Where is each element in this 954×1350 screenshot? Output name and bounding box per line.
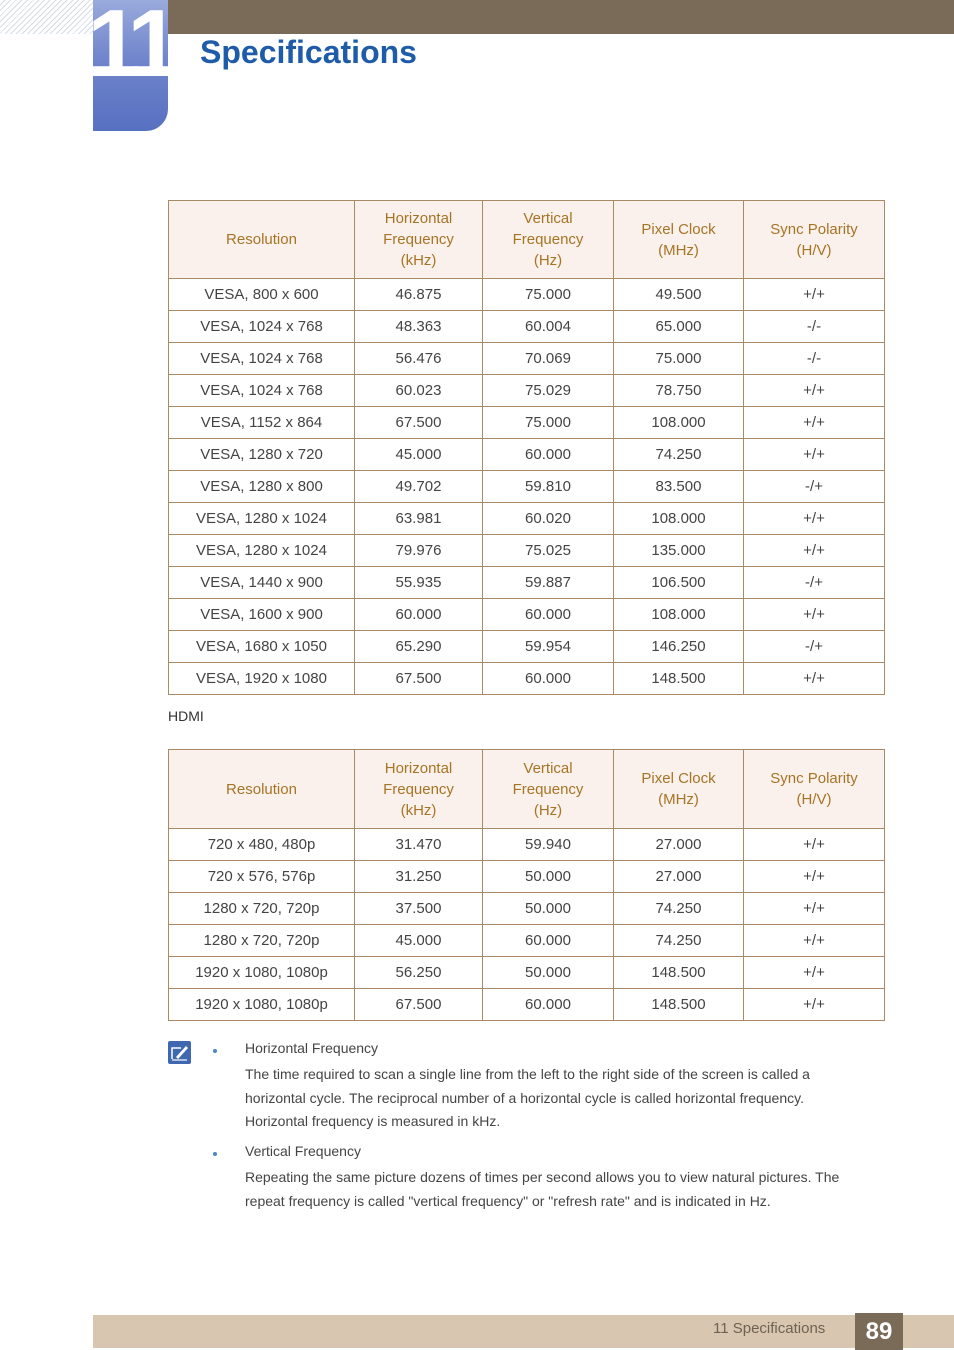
table-cell: 83.500 xyxy=(614,471,744,503)
table-cell: 60.000 xyxy=(355,599,483,631)
table-cell: 27.000 xyxy=(614,829,744,861)
table-cell: 55.935 xyxy=(355,567,483,599)
column-header-line: Resolution xyxy=(226,780,297,798)
table-cell: VESA, 1024 x 768 xyxy=(169,311,355,343)
table-cell: 63.981 xyxy=(355,503,483,535)
table-cell: +/+ xyxy=(744,375,885,407)
table-cell: +/+ xyxy=(744,829,885,861)
bullet-dot xyxy=(213,1049,217,1053)
table-row xyxy=(169,925,885,957)
column-header-line: (H/V) xyxy=(796,241,832,259)
table-cell: 49.702 xyxy=(355,471,483,503)
column-header-line: Frequency xyxy=(383,780,454,798)
table-cell: 50.000 xyxy=(483,861,614,893)
table-cell: 75.000 xyxy=(483,279,614,311)
table-cell: 79.976 xyxy=(355,535,483,567)
header-bar xyxy=(93,0,954,34)
column-header-line: Sync Polarity xyxy=(770,220,858,238)
table-header-row xyxy=(169,201,885,279)
table-cell: 74.250 xyxy=(614,925,744,957)
table-cell: 108.000 xyxy=(614,407,744,439)
table-cell: VESA, 1440 x 900 xyxy=(169,567,355,599)
table-cell: 1920 x 1080, 1080p xyxy=(169,989,355,1021)
table-row xyxy=(169,893,885,925)
column-header xyxy=(169,201,355,279)
table-row xyxy=(169,861,885,893)
table-cell: 60.000 xyxy=(483,989,614,1021)
table-cell: 67.500 xyxy=(355,407,483,439)
table-cell: 59.954 xyxy=(483,631,614,663)
column-header xyxy=(483,201,614,279)
footer-section-label: 11 Specifications xyxy=(713,1320,826,1337)
table-cell: 27.000 xyxy=(614,861,744,893)
column-header-line: (Hz) xyxy=(533,252,563,269)
column-header-line: Vertical xyxy=(523,210,573,227)
table-cell: VESA, 1280 x 1024 xyxy=(169,535,355,567)
table-cell: 65.000 xyxy=(614,311,744,343)
column-header xyxy=(169,750,355,829)
table-cell: -/- xyxy=(744,311,885,343)
table-cell: 67.500 xyxy=(355,989,483,1021)
table-cell: 49.500 xyxy=(614,279,744,311)
column-header-line: Frequency xyxy=(512,231,584,248)
table-cell: 60.000 xyxy=(483,663,614,695)
table-cell: 78.750 xyxy=(614,375,744,407)
table-cell: +/+ xyxy=(744,957,885,989)
table-cell: +/+ xyxy=(744,893,885,925)
column-header-line: Pixel Clock xyxy=(641,220,716,238)
table-row xyxy=(169,503,885,535)
table-cell: 60.000 xyxy=(483,439,614,471)
table-row xyxy=(169,439,885,471)
table-row xyxy=(169,989,885,1021)
table-cell: 1280 x 720, 720p xyxy=(169,893,355,925)
note-term-horizontal: Horizontal Frequency xyxy=(245,1040,379,1056)
column-header-line: (kHz) xyxy=(400,801,437,819)
table-cell: VESA, 1600 x 900 xyxy=(169,599,355,631)
table-cell: 59.887 xyxy=(483,567,614,599)
table-cell: 1920 x 1080, 1080p xyxy=(169,957,355,989)
table-cell: +/+ xyxy=(744,279,885,311)
table-cell: 60.020 xyxy=(483,503,614,535)
table-row xyxy=(169,375,885,407)
table-cell: 108.000 xyxy=(614,503,744,535)
bullet-dot xyxy=(213,1152,217,1156)
table-row xyxy=(169,957,885,989)
column-header-line: Horizontal xyxy=(384,759,453,777)
table-cell: +/+ xyxy=(744,989,885,1021)
column-header xyxy=(744,750,885,829)
column-header-line: (H/V) xyxy=(796,791,832,808)
table-cell: 50.000 xyxy=(483,893,614,925)
column-header-line: Vertical xyxy=(523,759,573,777)
table-cell: 70.069 xyxy=(483,343,614,375)
table-cell: -/+ xyxy=(744,631,885,663)
table-cell: +/+ xyxy=(744,599,885,631)
table-cell: 37.500 xyxy=(355,893,483,925)
column-header-line: Frequency xyxy=(512,780,584,798)
table-row xyxy=(169,343,885,375)
table-cell: 148.500 xyxy=(614,663,744,695)
table-cell: 1280 x 720, 720p xyxy=(169,925,355,957)
column-header xyxy=(744,201,885,279)
column-header-line: Pixel Clock xyxy=(641,770,716,787)
table-cell: +/+ xyxy=(744,535,885,567)
page-title: Specifications xyxy=(200,34,417,70)
table-cell: 60.000 xyxy=(483,925,614,957)
table-cell: 60.000 xyxy=(483,599,614,631)
table-cell: 108.000 xyxy=(614,599,744,631)
column-header xyxy=(614,201,744,279)
table-row xyxy=(169,535,885,567)
table-cell: 74.250 xyxy=(614,439,744,471)
table-cell: 65.290 xyxy=(355,631,483,663)
chapter-number: 11 xyxy=(87,0,173,97)
table-cell: +/+ xyxy=(744,503,885,535)
table-cell: 56.250 xyxy=(355,957,483,989)
table-row xyxy=(169,599,885,631)
table-cell: 148.500 xyxy=(614,989,744,1021)
note-pencil-icon xyxy=(168,1041,191,1064)
table-cell: -/+ xyxy=(744,471,885,503)
table-row xyxy=(169,663,885,695)
table-cell: 59.810 xyxy=(483,471,614,503)
corner-hatch-pattern xyxy=(0,0,93,34)
table-cell: 146.250 xyxy=(614,631,744,663)
table-cell: 720 x 480, 480p xyxy=(169,829,355,861)
column-header-line: (MHz) xyxy=(658,241,699,259)
table-cell: 148.500 xyxy=(614,957,744,989)
table-cell: 59.940 xyxy=(483,829,614,861)
table-cell: +/+ xyxy=(744,925,885,957)
table-cell: 31.470 xyxy=(355,829,483,861)
table-row xyxy=(169,471,885,503)
table-cell: 75.029 xyxy=(483,375,614,407)
vesa-timing-table xyxy=(168,200,885,695)
table-cell: +/+ xyxy=(744,861,885,893)
note-desc-horizontal: The time required to scan a single line from the left to the right side of the screen is called a horizontal cycle. The reciprocal number of a horizontal cycle is called horizontal frequency. Horizontal frequency is measured in kHz. xyxy=(245,1066,810,1129)
table-cell: 48.363 xyxy=(355,311,483,343)
note-term-vertical: Vertical Frequency xyxy=(245,1143,361,1159)
column-header xyxy=(355,201,483,279)
table-cell: 60.004 xyxy=(483,311,614,343)
table-cell: 60.023 xyxy=(355,375,483,407)
table-cell: +/+ xyxy=(744,439,885,471)
table-cell: +/+ xyxy=(744,407,885,439)
table-row xyxy=(169,279,885,311)
table-cell: 75.000 xyxy=(483,407,614,439)
column-header-line: (Hz) xyxy=(533,801,563,819)
column-header-line: (MHz) xyxy=(658,791,699,808)
hdmi-timing-table xyxy=(168,749,885,1021)
table-cell: VESA, 1152 x 864 xyxy=(169,407,355,439)
table-row xyxy=(169,311,885,343)
table-cell: VESA, 1920 x 1080 xyxy=(169,663,355,695)
column-header-line: Resolution xyxy=(226,231,297,248)
table-cell: VESA, 1280 x 800 xyxy=(169,471,355,503)
table-cell: 720 x 576, 576p xyxy=(169,861,355,893)
note-desc-vertical: Repeating the same picture dozens of times per second allows you to view natural pictures. The repeat frequency is called "vertical frequency" or "refresh rate" and is indicated in Hz. xyxy=(245,1169,840,1209)
table-cell: 45.000 xyxy=(355,439,483,471)
column-header xyxy=(355,750,483,829)
table-row xyxy=(169,631,885,663)
page-number: 89 xyxy=(855,1313,903,1350)
column-header xyxy=(483,750,614,829)
table-row xyxy=(169,407,885,439)
table-cell: VESA, 800 x 600 xyxy=(169,279,355,311)
table-cell: 45.000 xyxy=(355,925,483,957)
table-cell: VESA, 1024 x 768 xyxy=(169,375,355,407)
table-cell: 106.500 xyxy=(614,567,744,599)
table-cell: 135.000 xyxy=(614,535,744,567)
column-header-line: Sync Polarity xyxy=(770,770,858,787)
table-cell: VESA, 1280 x 1024 xyxy=(169,503,355,535)
table-cell: +/+ xyxy=(744,663,885,695)
column-header-line: (kHz) xyxy=(400,252,437,269)
table-cell: VESA, 1280 x 720 xyxy=(169,439,355,471)
table-cell: -/+ xyxy=(744,567,885,599)
table-cell: 50.000 xyxy=(483,957,614,989)
table-cell: VESA, 1680 x 1050 xyxy=(169,631,355,663)
chapter-badge xyxy=(87,0,173,131)
column-header xyxy=(614,750,744,829)
table-cell: 56.476 xyxy=(355,343,483,375)
table-cell: 31.250 xyxy=(355,861,483,893)
column-header-line: Horizontal xyxy=(384,210,453,227)
column-header-line: Frequency xyxy=(383,231,454,248)
table-cell: 74.250 xyxy=(614,893,744,925)
table-header-row xyxy=(169,750,885,829)
table-row xyxy=(169,829,885,861)
table-cell: 75.000 xyxy=(614,343,744,375)
table-row xyxy=(169,567,885,599)
table-cell: 46.875 xyxy=(355,279,483,311)
table-cell: 67.500 xyxy=(355,663,483,695)
table-cell: VESA, 1024 x 768 xyxy=(169,343,355,375)
table-cell: -/- xyxy=(744,343,885,375)
table-cell: 75.025 xyxy=(483,535,614,567)
hdmi-section-label: HDMI xyxy=(168,708,204,724)
